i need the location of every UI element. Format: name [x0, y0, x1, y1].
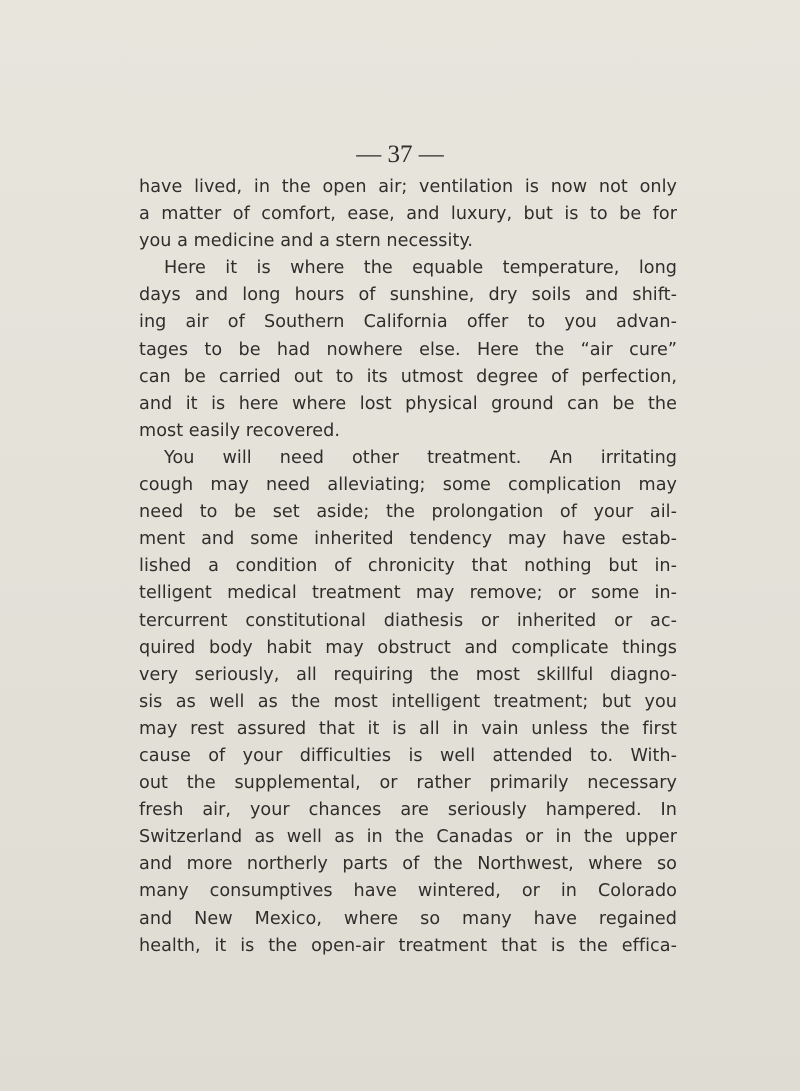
body-text: [139, 174, 677, 960]
text-line: You will need other treatment. An irritating: [164, 447, 677, 468]
text-line: have lived, in the open air; ventilation is now not only: [139, 177, 677, 197]
text-line: a matter of comfort, ease, and luxury, but is to be for: [139, 204, 677, 225]
text-line: telligent medical treatment may remove; or some in-: [139, 583, 677, 604]
text-line: health, it is the open-air treatment that is the effica-: [139, 935, 677, 956]
text-line: Here it is where the equable temperature, long: [164, 258, 677, 279]
text-line: quired body habit may obstruct and complicate things: [139, 637, 677, 658]
text-line: you a medicine and a stern necessity.: [139, 231, 473, 252]
text-line: cause of your difficulties is well attended to. With-: [139, 745, 677, 766]
page-number: — 37 —: [356, 141, 444, 168]
text-line: ing air of Southern California offer to you advan-: [139, 312, 677, 333]
text-line: and more northerly parts of the Northwest, where so: [139, 854, 677, 875]
text-line: lished a condition of chronicity that nothing but in-: [139, 556, 677, 577]
text-line: need to be set aside; the prolongation of your ail-: [139, 502, 677, 523]
text-line: tercurrent constitutional diathesis or inherited or ac-: [139, 610, 677, 631]
text-line: tages to be had nowhere else. Here the “air cure”: [139, 339, 677, 360]
text-line: out the supplemental, or rather primarily necessary: [139, 773, 677, 794]
text-line: Switzerland as well as in the Canadas or in the upper: [139, 827, 677, 848]
text-line: days and long hours of sunshine, dry soils and shift-: [139, 285, 677, 306]
text-line: and it is here where lost physical ground can be the: [139, 393, 677, 414]
text-line: and New Mexico, where so many have regained: [139, 908, 677, 929]
text-line: many consumptives have wintered, or in Colorado: [139, 881, 677, 902]
text-line: very seriously, all requiring the most skillful diagno-: [139, 664, 677, 685]
text-line: ment and some inherited tendency may have estab-: [139, 529, 677, 550]
text-line: fresh air, your chances are seriously hampered. In: [139, 800, 677, 821]
text-line: can be carried out to its utmost degree of perfection,: [139, 366, 677, 387]
text-line: most easily recovered.: [139, 420, 340, 441]
text-line: cough may need alleviating; some complication may: [139, 475, 677, 496]
text-line: sis as well as the most intelligent treatment; but you: [139, 691, 677, 712]
text-line: may rest assured that it is all in vain unless the first: [139, 718, 677, 739]
